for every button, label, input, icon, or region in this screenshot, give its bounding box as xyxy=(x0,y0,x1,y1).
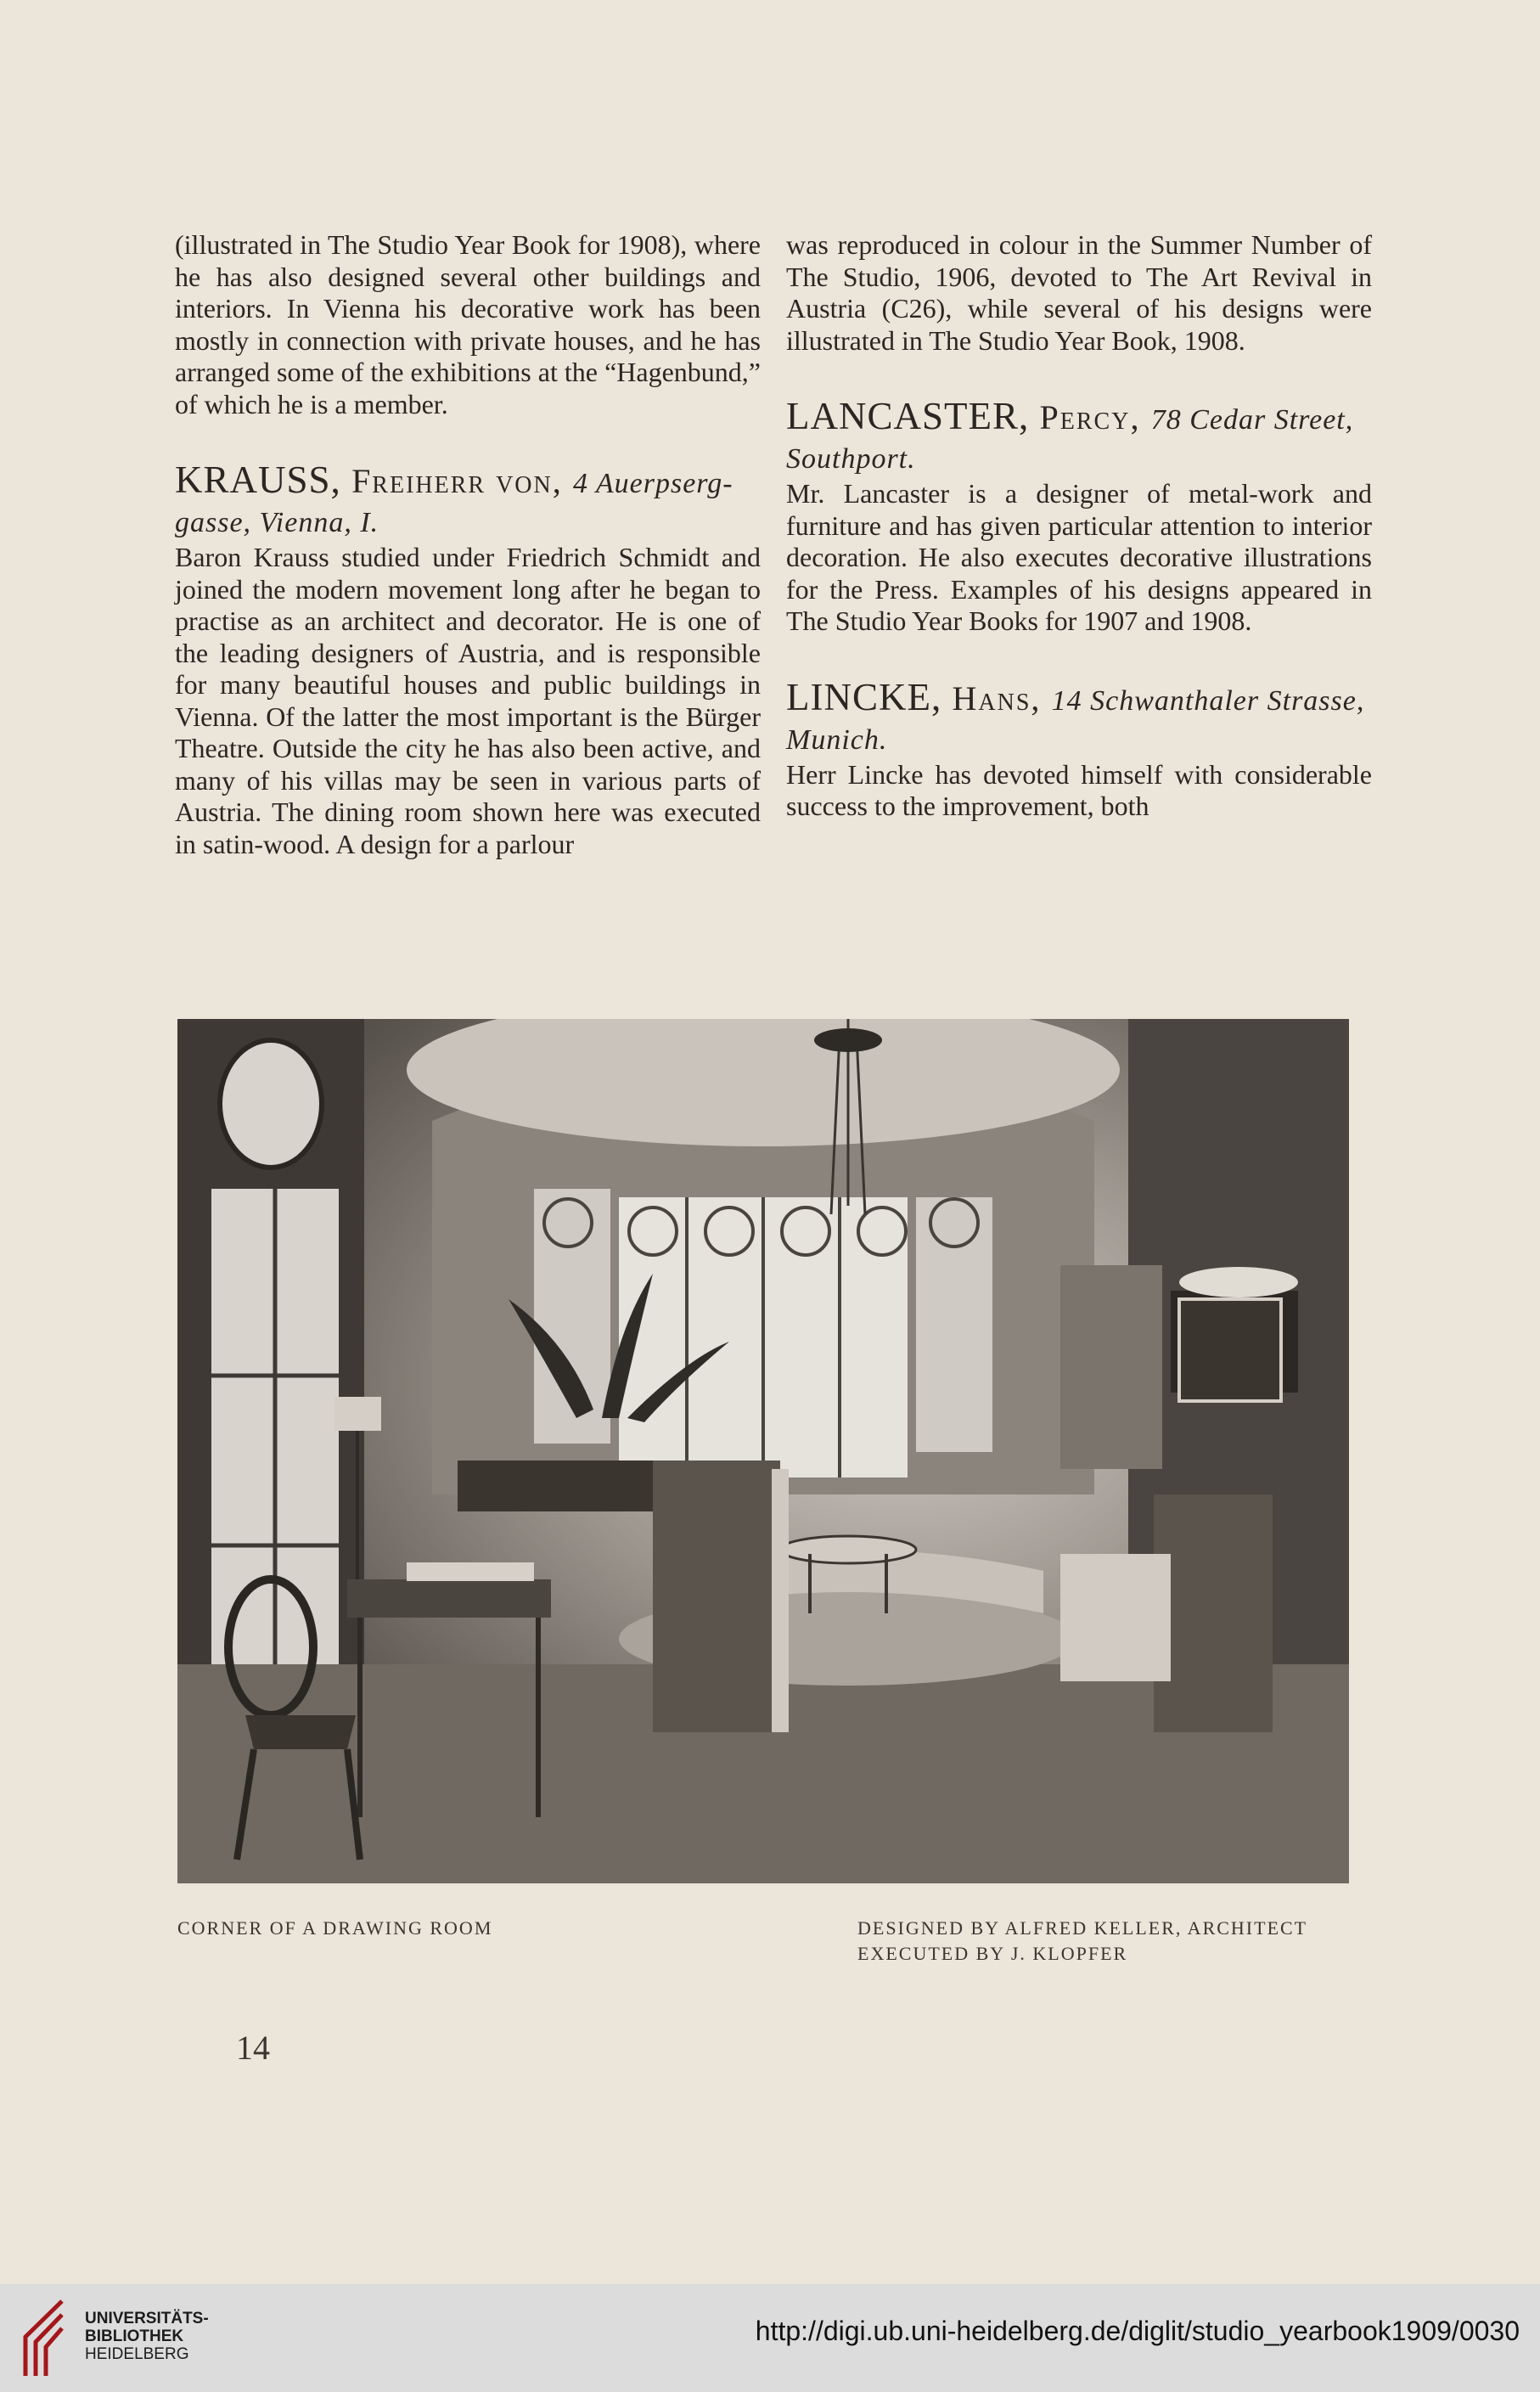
lincke-heading xyxy=(786,675,1372,759)
drawing-room-illustration xyxy=(177,1019,1349,1883)
library-name-line-1: UNIVERSITÄTS- xyxy=(85,2310,209,2327)
lincke-body: Herr Lincke has devoted himself with considerable success to the improvement, both xyxy=(786,758,1372,821)
krauss-name: KRAUSS, xyxy=(175,459,341,501)
lincke-title: Hans, xyxy=(952,678,1042,718)
krauss-heading xyxy=(175,461,761,542)
page-number: 14 xyxy=(236,2029,270,2067)
caption-executor: EXECUTED BY J. KLOPFER xyxy=(857,1943,1128,1964)
caption-left: CORNER OF A DRAWING ROOM xyxy=(177,1917,493,1939)
lancaster-heading xyxy=(786,397,1372,478)
drawing-room-photo xyxy=(177,1019,1349,1883)
lancaster-title: Percy, xyxy=(1039,398,1141,436)
lancaster-name: LANCASTER, xyxy=(786,395,1030,437)
library-name-line-2: BIBLIOTHEK xyxy=(85,2327,184,2345)
right-paragraph-1: was reproduced in colour in the Summer Number of The Studio, 1906, devoted to The Art Revival in Austria (C26), while several of his designs were illustrated in The Studio Year Book, 1908. xyxy=(786,229,1372,356)
library-name xyxy=(85,2310,209,2363)
krauss-address: 4 Auerpserg- xyxy=(573,468,733,499)
library-name-line-3: HEIDELBERG xyxy=(85,2345,189,2363)
library-logo-icon xyxy=(15,2296,75,2385)
lancaster-body: Mr. Lancaster is a designer of metal-work and furniture and has given particular attention to interior decoration. He also executes decorative illustrations for the Press. Examples of his designs appeared in The Studio Year Books for 1907 and 1908. xyxy=(786,478,1372,636)
caption-designer: DESIGNED BY ALFRED KELLER, ARCHITECT xyxy=(857,1917,1308,1939)
krauss-body: Baron Krauss studied under Friedrich Schmidt and joined the modern movement long after he began to practise as an architect and decorator. He is one of the leading designers of Austria, and is responsible for many beautiful houses and public buildings in Vienna. Of the latter the most important is the Bürger Theatre. Outside the city he has also been active, and many of his villas may be seen in various parts of Austria. The dining room shown here was executed in satin-wood. A design for a parlour xyxy=(175,542,761,859)
source-url-link[interactable]: http://digi.ub.uni-heidelberg.de/diglit/studio_yearbook1909/0030 xyxy=(755,2316,1520,2346)
lancaster-address-2: Southport. xyxy=(786,443,916,475)
lincke-address-2: Munich. xyxy=(786,723,888,756)
caption-right xyxy=(857,1916,1307,1967)
lincke-address: 14 Schwanthaler Strasse, xyxy=(1051,684,1365,717)
lancaster-address: 78 Cedar Street, xyxy=(1150,404,1354,436)
right-column xyxy=(786,229,1372,823)
krauss-address-2: gasse, Vienna, I. xyxy=(175,507,379,538)
left-column xyxy=(175,229,761,860)
left-paragraph-1: (illustrated in The Studio Year Book for 1908), where he has also designed several other buildings and interiors. In Vienna his decorative work has been mostly in connection with private houses, and he has arranged some of the exhibitions at the “Hagenbund,” of which he is a member. xyxy=(175,229,761,419)
lincke-name: LINCKE, xyxy=(786,675,942,718)
krauss-title: Freiherr von, xyxy=(351,462,563,500)
